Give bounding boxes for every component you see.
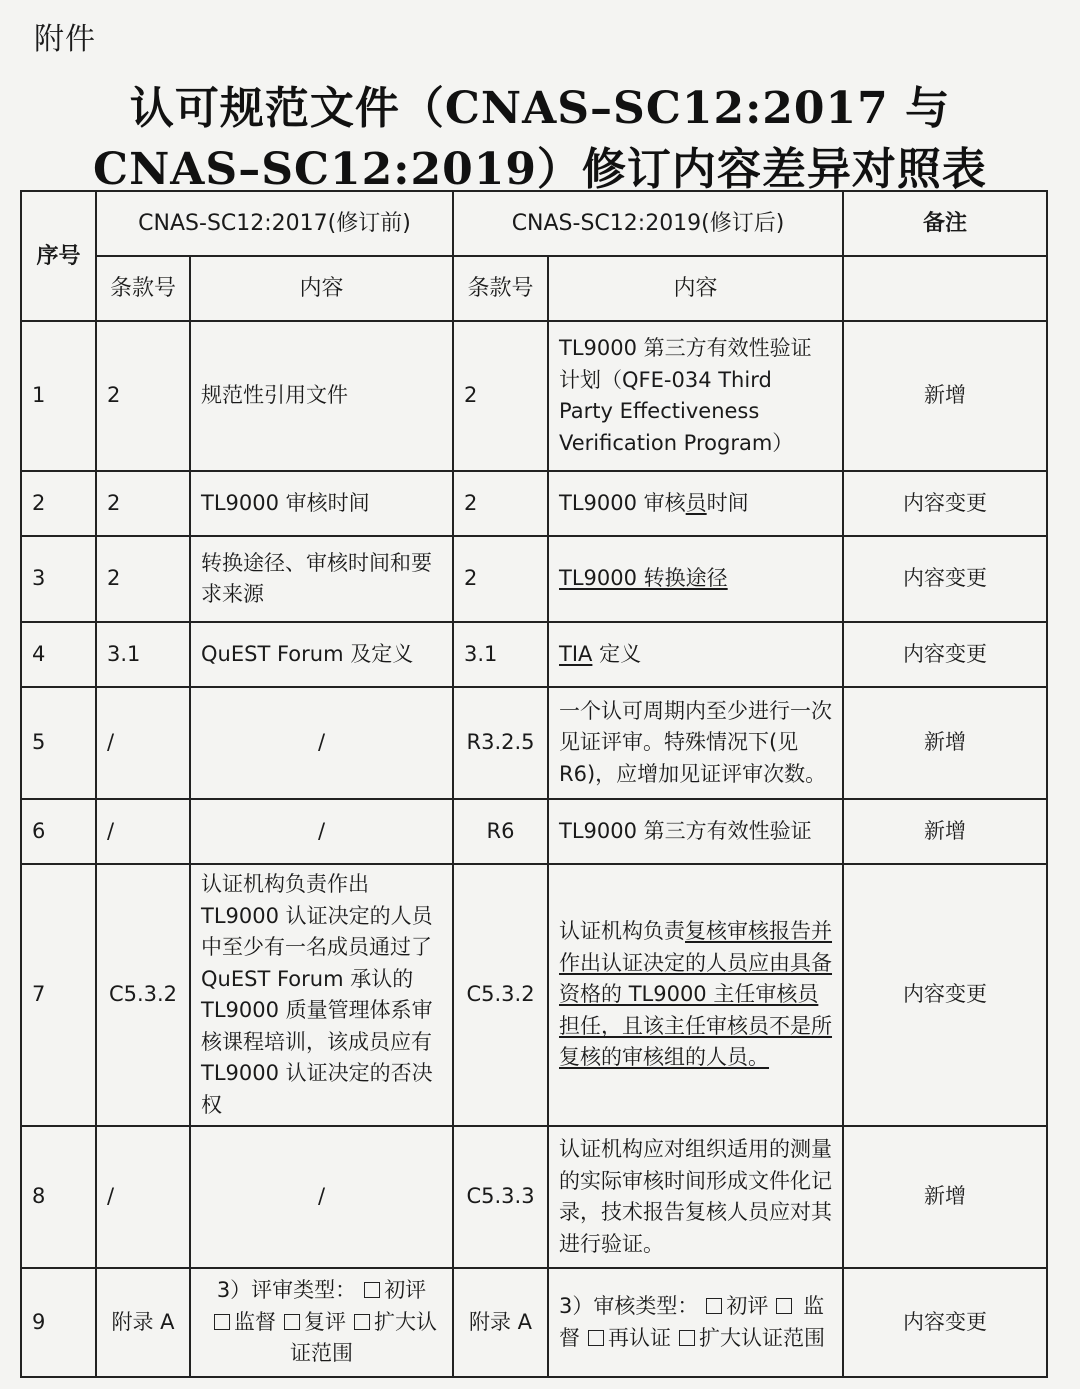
checkbox-option: 扩大认证范围	[290, 1309, 437, 1366]
cell-clause-after: C5.3.3	[453, 1126, 548, 1268]
cell-remark: 内容变更	[843, 536, 1047, 622]
table-row	[21, 622, 1047, 687]
cell-clause-after: 附录 A	[453, 1268, 548, 1377]
cell-seq: 8	[21, 1126, 96, 1268]
header-content-before: 内容	[190, 256, 453, 321]
cell-clause-after: C5.3.2	[453, 864, 548, 1126]
checkbox-icon	[364, 1282, 380, 1298]
content-after-underlined: 复核审核报告并作出认证决定的人员应由具备资格的 TL9000 主任审核员担任，且该主任审核员不是所复核的审核组的人员。	[559, 919, 833, 1070]
cell-remark: 内容变更	[843, 864, 1047, 1126]
table-row	[21, 1268, 1047, 1377]
checkbox-icon	[588, 1330, 604, 1346]
table-row	[21, 321, 1047, 471]
cell-seq: 4	[21, 622, 96, 687]
cell-clause-after: R6	[453, 799, 548, 864]
cell-content-before: 认证机构负责作出TL9000 认证决定的人员中至少有一名成员通过了 QuEST Forum 承认的 TL9000 质量管理体系审核课程培训，该成员应有 TL9000 认证决定的否决权	[190, 864, 453, 1126]
header-clause-before: 条款号	[96, 256, 190, 321]
cell-content-before: QuEST Forum 及定义	[190, 622, 453, 687]
checkbox-option: 再认证	[608, 1325, 672, 1350]
cell-clause-before: 2	[96, 321, 190, 471]
cell-remark: 新增	[843, 321, 1047, 471]
content-after-text: 认证机构负责	[559, 919, 686, 944]
cell-clause-after: 2	[453, 471, 548, 536]
cell-content-before	[190, 1268, 453, 1377]
content-after-text-tail: 定义	[592, 641, 642, 666]
cell-content-before: /	[190, 687, 453, 799]
cell-seq: 9	[21, 1268, 96, 1377]
cell-content-after: 认证机构应对组织适用的测量的实际审核时间形成文件化记录，技术报告复核人员应对其进行验证。	[548, 1126, 843, 1268]
content-after-text: TL9000 审核	[559, 490, 686, 515]
cell-content-after	[548, 1268, 843, 1377]
cell-seq: 1	[21, 321, 96, 471]
checkbox-option: 监督	[559, 1294, 825, 1350]
header-content-after: 内容	[548, 256, 843, 321]
cell-clause-before: 3.1	[96, 622, 190, 687]
checkbox-icon	[706, 1298, 722, 1314]
table-row	[21, 864, 1047, 1126]
cell-content-after	[548, 536, 843, 622]
checkbox-icon	[679, 1330, 695, 1346]
cell-content-after	[548, 864, 843, 1126]
cell-clause-before: 2	[96, 536, 190, 622]
cell-remark: 新增	[843, 799, 1047, 864]
cell-clause-before: /	[96, 687, 190, 799]
header-seq: 序号	[21, 191, 96, 321]
cell-clause-after: 3.1	[453, 622, 548, 687]
cell-content-before: TL9000 审核时间	[190, 471, 453, 536]
checkbox-option: 初评	[726, 1294, 769, 1318]
document-title-line-2: CNAS–SC12:2019）修订内容差异对照表	[93, 144, 987, 195]
cell-content-after: TL9000 第三方有效性验证计划（QFE-034 Third Party Effectiveness Verification Program）	[548, 321, 843, 471]
checkbox-icon	[284, 1314, 300, 1330]
cell-content-after: 一个认可周期内至少进行一次见证评审。特殊情况下(见R6)，应增加见证评审次数。	[548, 687, 843, 799]
table-row	[21, 536, 1047, 622]
cell-remark: 内容变更	[843, 1268, 1047, 1377]
content-after-text-tail: 时间	[706, 490, 749, 515]
cell-content-after	[548, 471, 843, 536]
table-row	[21, 687, 1047, 799]
cell-remark: 内容变更	[843, 471, 1047, 536]
attachment-label: 附件	[34, 22, 96, 57]
table-header-row	[21, 191, 1047, 256]
content-after-underlined: TL9000 转换途径	[559, 566, 728, 591]
cell-seq: 7	[21, 864, 96, 1126]
checkbox-option: 扩大认证范围	[699, 1325, 826, 1350]
cell-clause-before: 附录 A	[96, 1268, 190, 1377]
comparison-table	[20, 190, 1048, 1378]
cell-clause-before: C5.3.2	[96, 864, 190, 1126]
header-after: CNAS-SC12:2019(修订后)	[453, 191, 843, 256]
header-before: CNAS-SC12:2017(修订前)	[96, 191, 453, 256]
checkbox-option: 初评	[384, 1278, 427, 1303]
table-subheader-row	[21, 256, 1047, 321]
document-title-line-1: 认可规范文件（CNAS–SC12:2017 与	[129, 83, 951, 134]
header-remark-empty	[843, 256, 1047, 321]
cell-remark: 新增	[843, 1126, 1047, 1268]
header-remark: 备注	[843, 191, 1047, 256]
table-row	[21, 799, 1047, 864]
content-after-underlined: 员	[685, 490, 707, 515]
checkbox-icon	[214, 1314, 230, 1330]
review-type-label: 3）评审类型：	[216, 1278, 357, 1303]
cell-content-before: /	[190, 1126, 453, 1268]
checkbox-icon	[776, 1298, 792, 1314]
cell-clause-before: 2	[96, 471, 190, 536]
cell-content-before: 转换途径、审核时间和要求来源	[190, 536, 453, 622]
cell-clause-after: 2	[453, 536, 548, 622]
cell-content-before: /	[190, 799, 453, 864]
cell-seq: 2	[21, 471, 96, 536]
checkbox-option: 复评	[304, 1309, 346, 1334]
audit-type-label: 3）审核类型：	[559, 1294, 699, 1318]
cell-seq: 6	[21, 799, 96, 864]
checkbox-icon	[354, 1314, 370, 1330]
table-row	[21, 471, 1047, 536]
cell-clause-before: /	[96, 1126, 190, 1268]
header-clause-after: 条款号	[453, 256, 548, 321]
checkbox-option: 监督	[234, 1309, 276, 1334]
cell-clause-after: 2	[453, 321, 548, 471]
cell-seq: 5	[21, 687, 96, 799]
cell-remark: 新增	[843, 687, 1047, 799]
content-after-underlined: TIA	[559, 641, 593, 666]
cell-clause-before: /	[96, 799, 190, 864]
cell-content-after	[548, 622, 843, 687]
cell-content-after: TL9000 第三方有效性验证	[548, 799, 843, 864]
cell-remark: 内容变更	[843, 622, 1047, 687]
table-row	[21, 1126, 1047, 1268]
cell-seq: 3	[21, 536, 96, 622]
cell-content-before: 规范性引用文件	[190, 321, 453, 471]
cell-clause-after: R3.2.5	[453, 687, 548, 799]
